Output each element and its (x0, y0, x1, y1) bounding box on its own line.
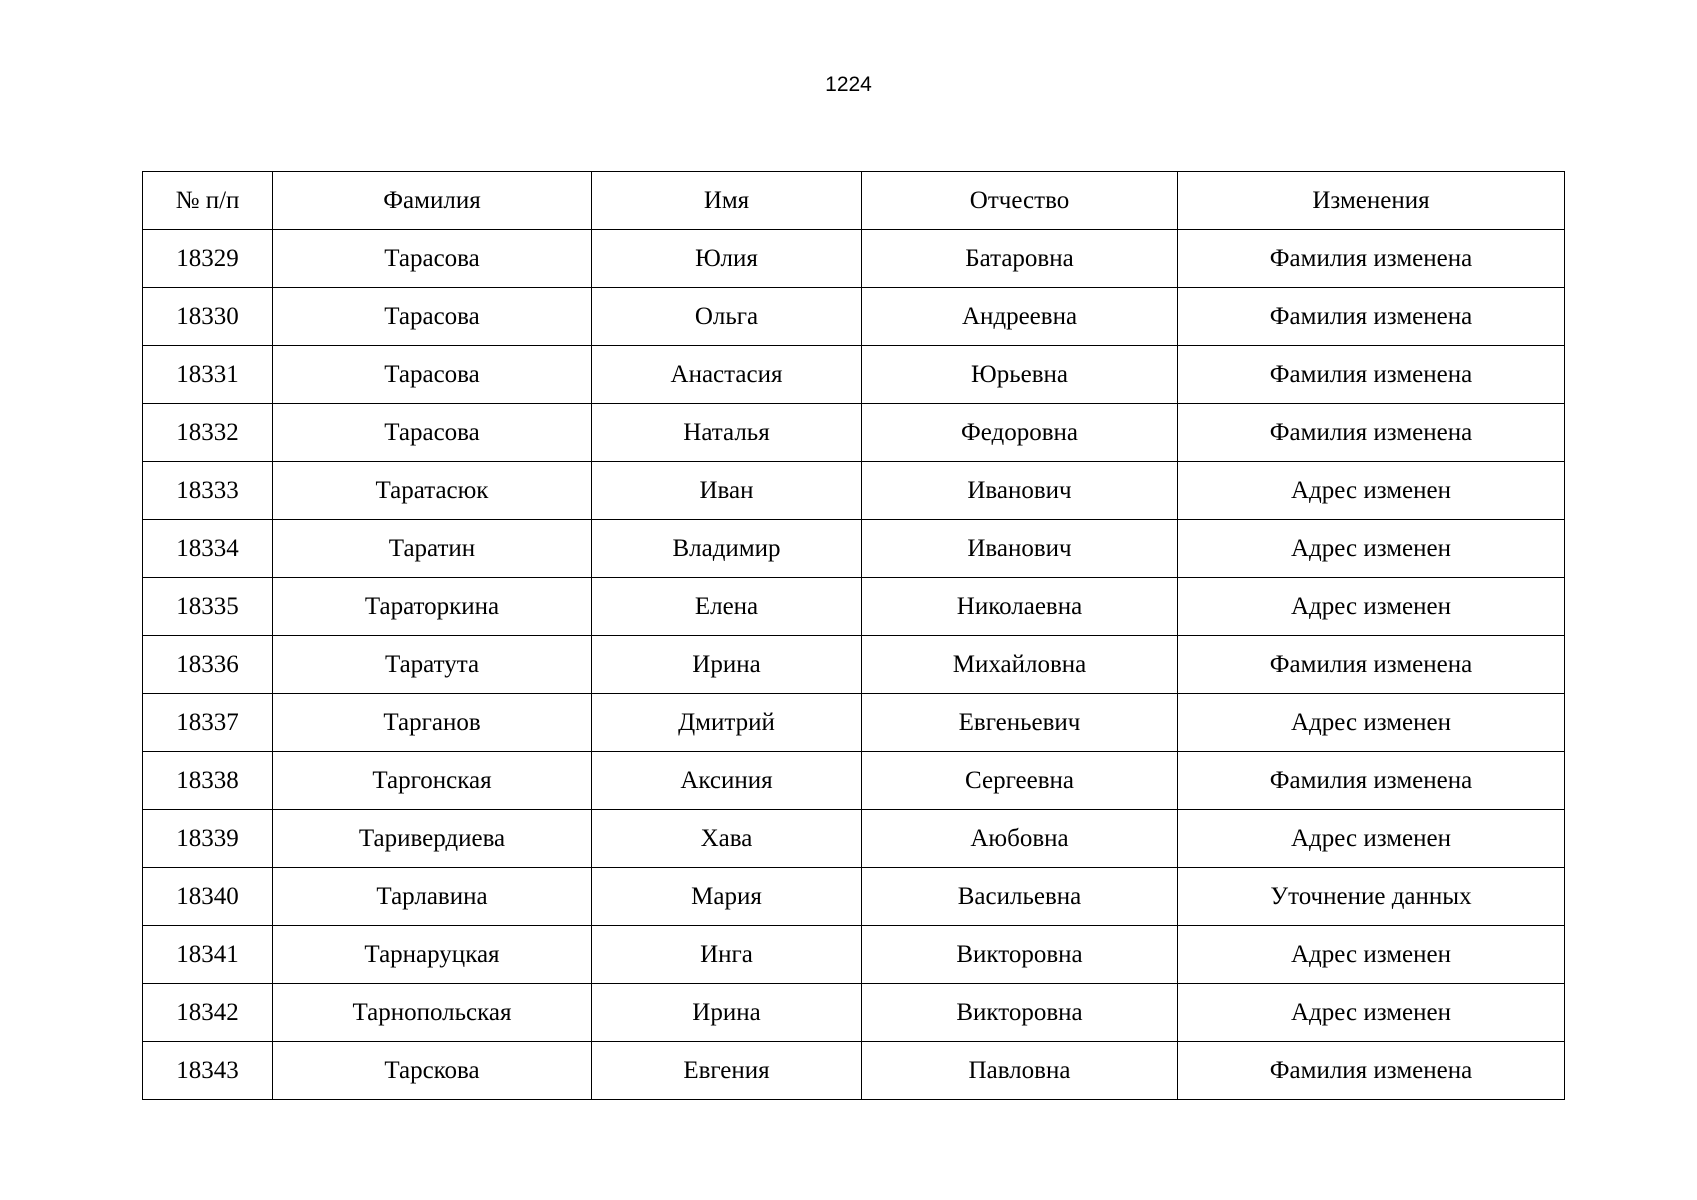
cell-number: 18342 (143, 984, 273, 1042)
cell-patronymic: Иванович (862, 462, 1178, 520)
cell-changes: Адрес изменен (1178, 984, 1565, 1042)
cell-changes: Адрес изменен (1178, 462, 1565, 520)
cell-patronymic: Викторовна (862, 926, 1178, 984)
table-row (143, 694, 1565, 752)
cell-number: 18334 (143, 520, 273, 578)
cell-first-name: Аксиния (592, 752, 862, 810)
cell-first-name: Наталья (592, 404, 862, 462)
table-row (143, 404, 1565, 462)
cell-first-name: Ирина (592, 984, 862, 1042)
cell-last-name: Тарасова (273, 288, 592, 346)
cell-patronymic: Николаевна (862, 578, 1178, 636)
cell-changes: Фамилия изменена (1178, 404, 1565, 462)
cell-patronymic: Павловна (862, 1042, 1178, 1100)
table-row (143, 346, 1565, 404)
registry-table (142, 171, 1565, 1100)
cell-patronymic: Васильевна (862, 868, 1178, 926)
cell-first-name: Инга (592, 926, 862, 984)
table-row (143, 984, 1565, 1042)
cell-changes: Фамилия изменена (1178, 636, 1565, 694)
table-row (143, 926, 1565, 984)
cell-last-name: Таргонская (273, 752, 592, 810)
cell-changes: Адрес изменен (1178, 810, 1565, 868)
cell-first-name: Анастасия (592, 346, 862, 404)
cell-number: 18329 (143, 230, 273, 288)
page-number: 1224 (825, 73, 872, 96)
table-row (143, 752, 1565, 810)
cell-changes: Адрес изменен (1178, 926, 1565, 984)
table-body (143, 230, 1565, 1100)
cell-last-name: Таривердиева (273, 810, 592, 868)
cell-number: 18337 (143, 694, 273, 752)
cell-changes: Фамилия изменена (1178, 752, 1565, 810)
cell-last-name: Тарскова (273, 1042, 592, 1100)
cell-changes: Фамилия изменена (1178, 1042, 1565, 1100)
cell-changes: Адрес изменен (1178, 578, 1565, 636)
cell-number: 18330 (143, 288, 273, 346)
cell-last-name: Таратута (273, 636, 592, 694)
cell-last-name: Тараторкина (273, 578, 592, 636)
table-row (143, 810, 1565, 868)
table-row (143, 578, 1565, 636)
header-patronymic: Отчество (862, 172, 1178, 230)
cell-patronymic: Аюбовна (862, 810, 1178, 868)
cell-patronymic: Михайловна (862, 636, 1178, 694)
cell-patronymic: Викторовна (862, 984, 1178, 1042)
cell-patronymic: Федоровна (862, 404, 1178, 462)
cell-last-name: Тарнаруцкая (273, 926, 592, 984)
cell-number: 18332 (143, 404, 273, 462)
cell-last-name: Таратасюк (273, 462, 592, 520)
cell-last-name: Таратин (273, 520, 592, 578)
cell-number: 18333 (143, 462, 273, 520)
cell-changes: Адрес изменен (1178, 520, 1565, 578)
cell-changes: Фамилия изменена (1178, 288, 1565, 346)
header-row (143, 172, 1565, 230)
cell-last-name: Тарасова (273, 346, 592, 404)
table-row (143, 1042, 1565, 1100)
cell-number: 18343 (143, 1042, 273, 1100)
cell-patronymic: Иванович (862, 520, 1178, 578)
cell-first-name: Дмитрий (592, 694, 862, 752)
cell-patronymic: Юрьевна (862, 346, 1178, 404)
table-row (143, 868, 1565, 926)
table-row (143, 520, 1565, 578)
cell-changes: Фамилия изменена (1178, 346, 1565, 404)
header-changes: Изменения (1178, 172, 1565, 230)
cell-first-name: Хава (592, 810, 862, 868)
cell-changes: Адрес изменен (1178, 694, 1565, 752)
cell-last-name: Тарасова (273, 230, 592, 288)
cell-number: 18340 (143, 868, 273, 926)
cell-changes: Фамилия изменена (1178, 230, 1565, 288)
table-header (143, 172, 1565, 230)
cell-number: 18331 (143, 346, 273, 404)
table-row (143, 636, 1565, 694)
cell-first-name: Елена (592, 578, 862, 636)
cell-patronymic: Сергеевна (862, 752, 1178, 810)
cell-first-name: Евгения (592, 1042, 862, 1100)
cell-first-name: Юлия (592, 230, 862, 288)
table-row (143, 288, 1565, 346)
cell-first-name: Ирина (592, 636, 862, 694)
cell-first-name: Ольга (592, 288, 862, 346)
cell-number: 18341 (143, 926, 273, 984)
cell-patronymic: Батаровна (862, 230, 1178, 288)
header-first-name: Имя (592, 172, 862, 230)
cell-last-name: Тарлавина (273, 868, 592, 926)
cell-first-name: Иван (592, 462, 862, 520)
cell-last-name: Тарнопольская (273, 984, 592, 1042)
cell-last-name: Тарасова (273, 404, 592, 462)
cell-number: 18336 (143, 636, 273, 694)
cell-number: 18335 (143, 578, 273, 636)
table-row (143, 230, 1565, 288)
cell-first-name: Владимир (592, 520, 862, 578)
cell-patronymic: Андреевна (862, 288, 1178, 346)
cell-first-name: Мария (592, 868, 862, 926)
cell-last-name: Тарганов (273, 694, 592, 752)
cell-number: 18339 (143, 810, 273, 868)
cell-patronymic: Евгеньевич (862, 694, 1178, 752)
table-row (143, 462, 1565, 520)
header-number: № п/п (143, 172, 273, 230)
header-last-name: Фамилия (273, 172, 592, 230)
cell-number: 18338 (143, 752, 273, 810)
cell-changes: Уточнение данных (1178, 868, 1565, 926)
